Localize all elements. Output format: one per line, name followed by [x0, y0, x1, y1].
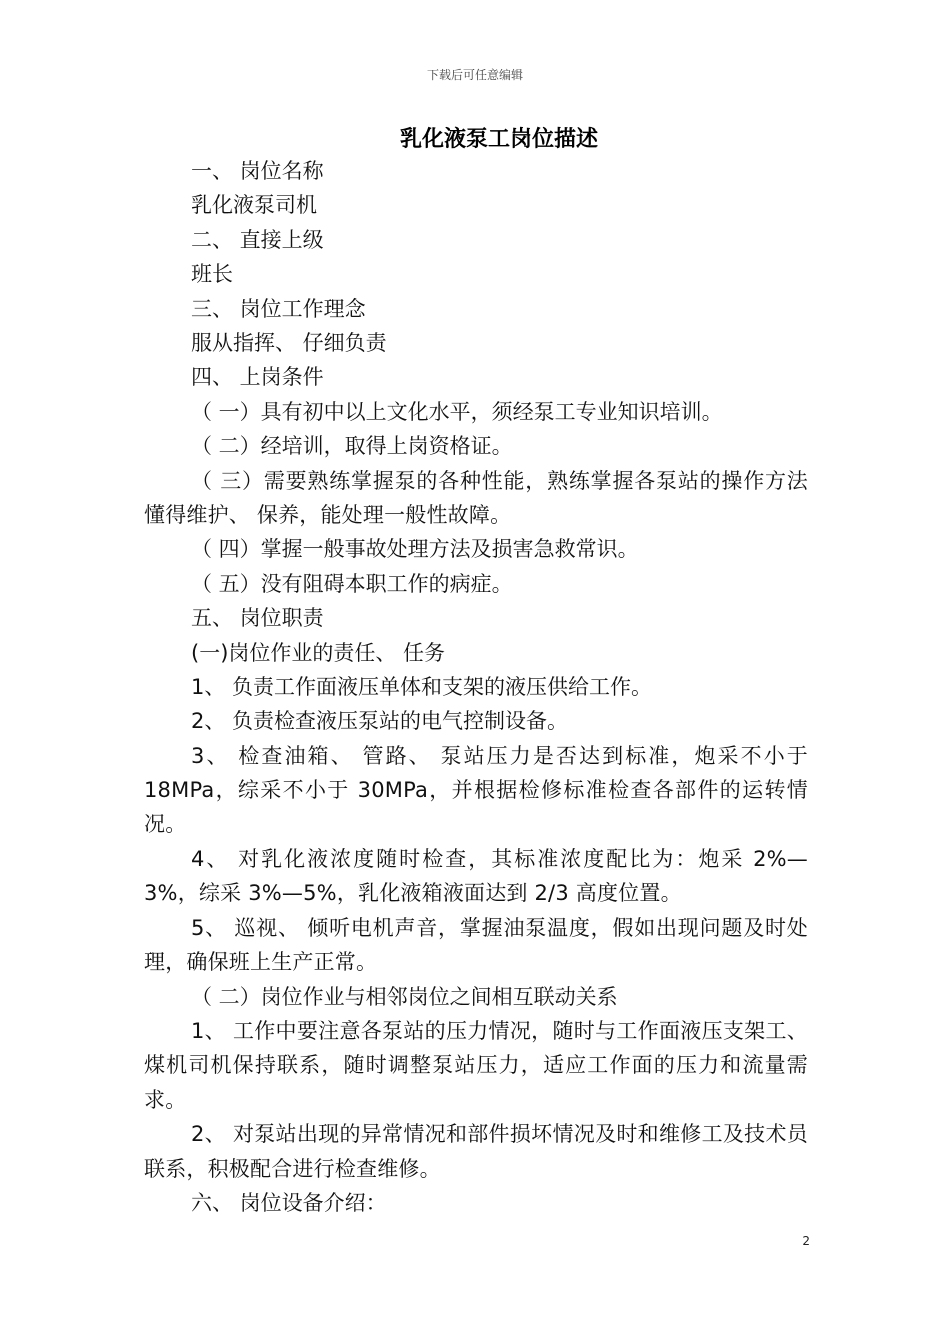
- list-item: 1、 负责工作面液压单体和支架的液压供给工作。: [191, 674, 653, 699]
- body-line: （ 二）经培训，取得上岗资格证。: [191, 434, 513, 459]
- section-heading: 二、 直接上级: [191, 227, 324, 252]
- page-number: 2: [802, 1234, 810, 1248]
- body-line: （ 一）具有初中以上文化水平，须经泵工专业知识培训。: [191, 399, 723, 424]
- list-item: 4、 对乳化液浓度随时检查，其标准浓度配比为：炮采 2%—3%，综采 3%—5%，乳化液箱液面达到 2/3 高度位置。: [144, 846, 808, 906]
- body-line: 服从指挥、 仔细负责: [191, 330, 387, 355]
- subsection-heading: (一)岗位作业的责任、 任务: [191, 640, 446, 665]
- page-header: 下载后可任意编辑: [426, 68, 523, 82]
- body-paragraph: （ 三）需要熟练掌握泵的各种性能，熟练掌握各泵站的操作方法懂得维护、 保养，能处理一般性故障。: [144, 468, 808, 527]
- list-item: 2、 对泵站出现的异常情况和部件损坏情况及时和维修工及技术员联系，积极配合进行检查维修。: [144, 1122, 808, 1181]
- section-heading: 四、 上岗条件: [191, 365, 324, 390]
- body-line: 班长: [191, 262, 233, 287]
- section-heading: 三、 岗位工作理念: [191, 296, 366, 321]
- subsection-heading: （ 二）岗位作业与相邻岗位之间相互联动关系: [191, 984, 618, 1009]
- body-line: 乳化液泵司机: [191, 193, 317, 218]
- body-line: （ 五）没有阻碍本职工作的病症。: [191, 571, 513, 596]
- section-heading: 五、 岗位职责: [191, 606, 324, 631]
- document-title: 乳化液泵工岗位描述: [399, 127, 598, 152]
- body-line: （ 四）掌握一般事故处理方法及损害急救常识。: [191, 537, 639, 562]
- list-item: 2、 负责检查液压泵站的电气控制设备。: [191, 709, 569, 734]
- document-body: [144, 154, 808, 1220]
- section-heading: 一、 岗位名称: [191, 159, 324, 183]
- section-heading: 六、 岗位设备介绍：: [191, 1190, 387, 1215]
- list-item: 3、 检查油箱、 管路、 泵站压力是否达到标准，炮采不小于 18MPa，综采不小于 30MPa，并根据检修标准检查各部件的运转情况。: [144, 743, 808, 837]
- list-item: 1、 工作中要注意各泵站的压力情况，随时与工作面液压支架工、 煤机司机保持联系，随时调整泵站压力，适应工作面的压力和流量需求。: [144, 1018, 808, 1112]
- list-item: 5、 巡视、 倾听电机声音，掌握油泵温度，假如出现问题及时处理，确保班上生产正常。: [144, 915, 808, 975]
